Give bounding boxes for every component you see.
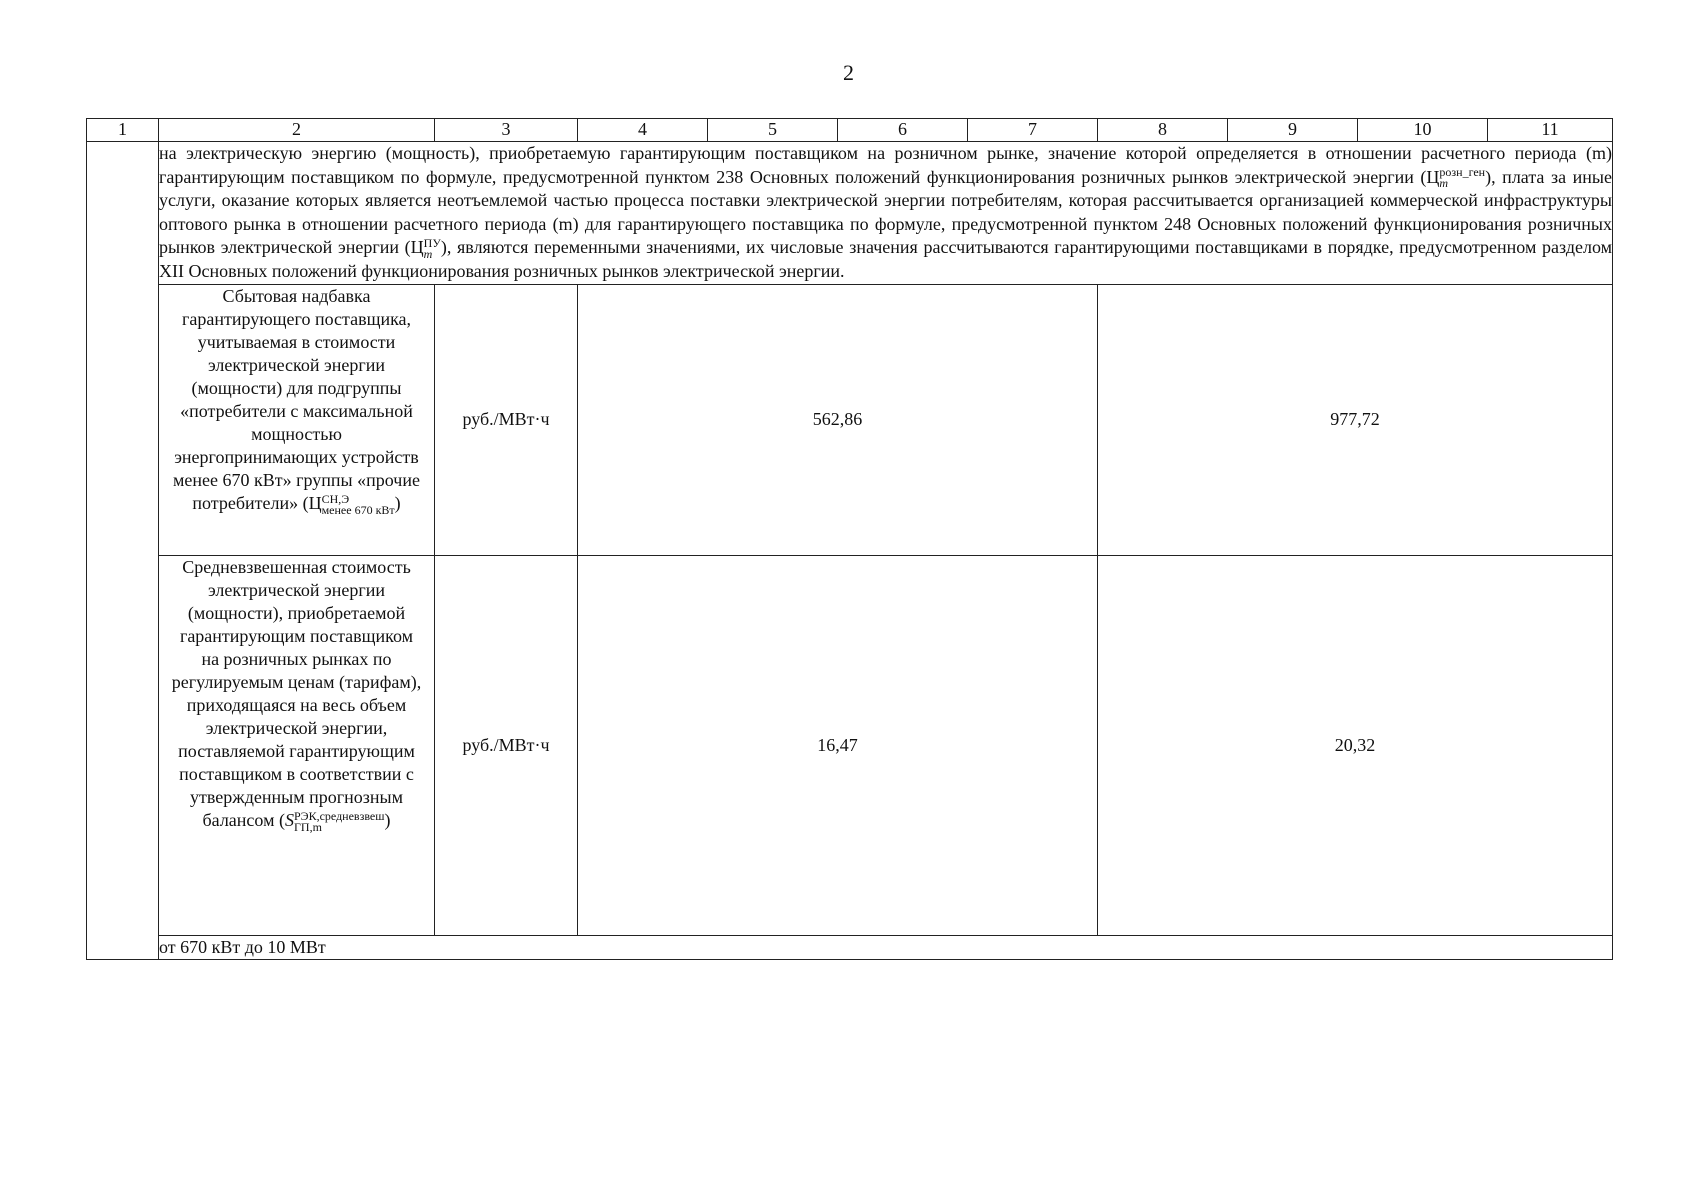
section-label: от 670 кВт до 10 МВт — [159, 935, 1613, 959]
indicator-name: Сбытовая надбавка гарантирующего поставщика, учитываемая в стоимости электрической энергии (мощности) для подгруппы «потребители с максимальной мощностью энергопринимающих устройств менее 670 кВт» группы «прочие потребители» (Ц СН,Э менее 670 кВт ) — [159, 284, 435, 555]
intro-row — [87, 142, 1613, 285]
row-number-cell — [87, 142, 159, 960]
col-9: 9 — [1228, 119, 1358, 142]
col-2: 2 — [159, 119, 435, 142]
value-cell: 562,86 — [578, 284, 1098, 555]
page-number: 2 — [843, 60, 854, 85]
section-row — [87, 935, 1613, 959]
col-8: 8 — [1098, 119, 1228, 142]
value-cell: 20,32 — [1098, 555, 1613, 935]
col-1: 1 — [87, 119, 159, 142]
col-5: 5 — [708, 119, 838, 142]
unit-cell: руб./МВт·ч — [435, 284, 578, 555]
col-3: 3 — [435, 119, 578, 142]
col-7: 7 — [968, 119, 1098, 142]
symbol-scripts: розн_ген m — [1439, 165, 1486, 191]
col-6: 6 — [838, 119, 968, 142]
value-cell: 16,47 — [578, 555, 1098, 935]
col-10: 10 — [1358, 119, 1488, 142]
unit-cell: руб./МВт·ч — [435, 555, 578, 935]
tariff-table — [86, 118, 1613, 960]
col-4: 4 — [578, 119, 708, 142]
column-number-row — [87, 119, 1613, 142]
col-11: 11 — [1488, 119, 1613, 142]
table-row — [87, 284, 1613, 555]
symbol-scripts: ПУ m — [423, 236, 441, 262]
value-cell: 977,72 — [1098, 284, 1613, 555]
table-row — [87, 555, 1613, 935]
intro-paragraph: на электрическую энергию (мощность), приобретаемую гарантирующим поставщиком на розничном рынке, значение которой определяется в отношении расчетного периода (m) гарантирующим поставщиком по формуле, предусмотренной пунктом 238 Основных положений функционирования розничных рынков электрической энергии (Ц розн_ген m ), плата за иные услуги, оказание которых является неотъемлемой частью процесса поставки электрической энергии потребителям, которая рассчитывается организацией коммерческой инфраструктуры оптового рынка в отношении расчетного периода (m) для гарантирующего поставщика по формуле, предусмотренной пунктом 248 Основных положений функционирования розничных рынков электрической энергии (Ц ПУ m ), являются переменными значениями, их числовые значения рассчитываются гарантирующими поставщиками в порядке, предусмотренном разделом XII Основных положений функционирования розничных рынков электрической энергии. — [159, 142, 1613, 285]
indicator-name: Средневзвешенная стоимость электрической энергии (мощности), приобретаемой гарантирующим поставщиком на розничных рынках по регулируемым ценам (тарифам), приходящаяся на весь объем электрической энергии, поставляемой гарантирующим поставщиком в соответствии с утвержденным прогнозным балансом (S РЭК,средневзвеш ГП,m ) — [159, 555, 435, 935]
